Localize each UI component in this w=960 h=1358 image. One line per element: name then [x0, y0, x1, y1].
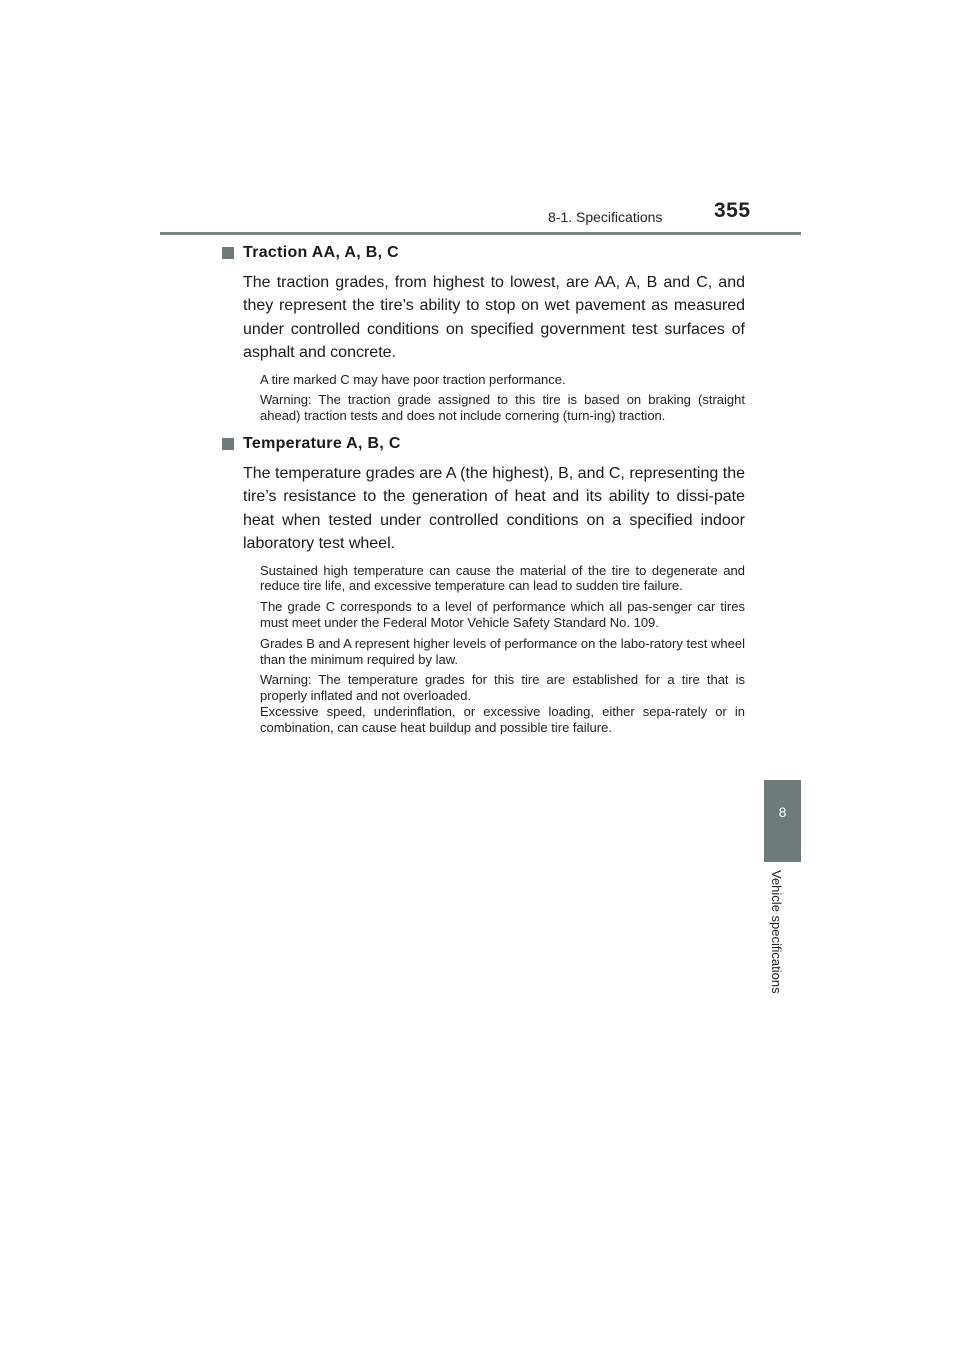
- temperature-heading: [222, 435, 745, 453]
- traction-note: A tire marked C may have poor traction performance.: [260, 371, 566, 387]
- temperature-note: Sustained high temperature can cause the material of the tire to degenerate and reduce tire life, and excessive temperature can lead to sudden tire failure.: [260, 562, 745, 594]
- temperature-note: The grade C corresponds to a level of performance which all pas-senger car tires must meet under the Federal Motor Vehicle Safety Standard No. 109.: [260, 599, 745, 631]
- temperature-body: The temperature grades are A (the highest), B, and C, representing the tire’s resistance to the generation of heat and its ability to dissi-pate heat when tested under controlled conditions on a specified indoor laboratory test wheel.: [243, 465, 745, 553]
- traction-heading: [222, 244, 745, 262]
- traction-heading-text: Traction AA, A, B, C: [243, 244, 399, 261]
- temperature-warning-line: Warning: The temperature grades for this tire are established for a tire that is properly inflated and not overloaded.: [260, 672, 745, 704]
- header-section-title: 8-1. Specifications: [548, 209, 663, 225]
- square-bullet-icon: [222, 438, 234, 450]
- chapter-tab-number: 8: [778, 804, 787, 820]
- temperature-heading-text: Temperature A, B, C: [243, 435, 401, 453]
- header-divider: [160, 232, 801, 235]
- chapter-tab-label: Vehicle specifications: [769, 870, 784, 994]
- page-number: 355: [714, 199, 751, 222]
- temperature-section: [222, 435, 745, 736]
- square-bullet-icon: [222, 247, 234, 259]
- page-content: [222, 244, 745, 736]
- temperature-warning-note: [260, 672, 745, 735]
- temperature-warning-continuation: Excessive speed, underinflation, or excessive loading, either sepa-rately or in combination, can cause heat buildup and possible tire failure.: [260, 704, 745, 735]
- traction-section: [222, 244, 745, 424]
- traction-body: The traction grades, from highest to lowest, are AA, A, B and C, and they represent the tire’s ability to stop on wet pavement as measured under controlled conditions on specified government test surfaces of asphalt and concrete.: [243, 274, 745, 362]
- chapter-tab: [764, 780, 801, 862]
- temperature-note: Grades B and A represent higher levels of performance on the labo-ratory test wheel than the minimum required by law.: [260, 635, 745, 667]
- traction-warning-note: Warning: The traction grade assigned to this tire is based on braking (straight ahead) traction tests and does not include cornering (turn-ing) traction.: [260, 392, 745, 424]
